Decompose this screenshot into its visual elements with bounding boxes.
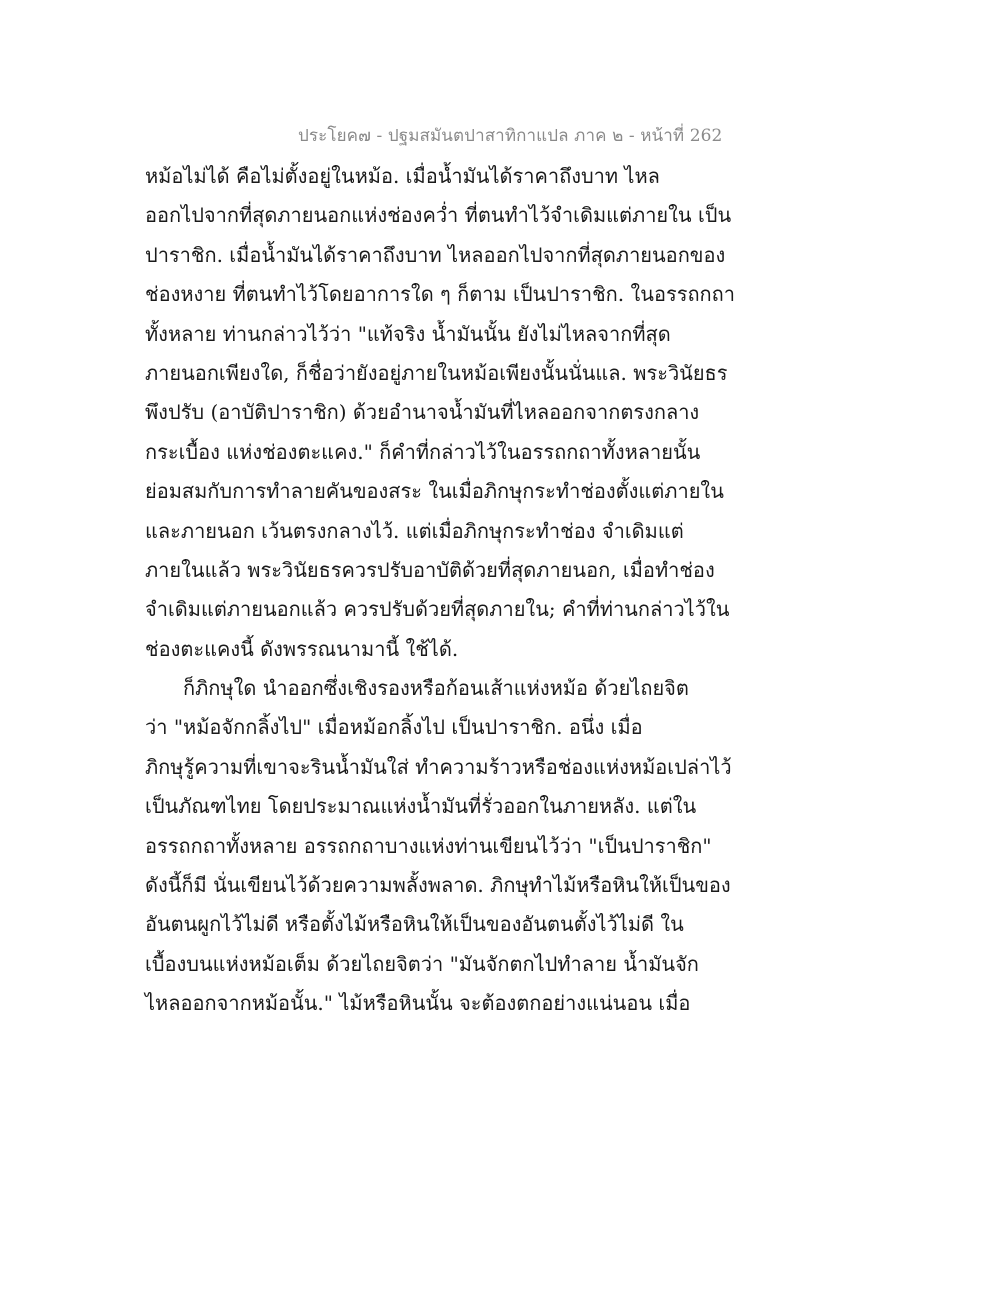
- text-line-first-indented: ก็ภิกษุใด นำออกซึ่งเชิงรองหรือก้อนเส้าแห่งหม้อ ด้วยไถยจิต: [183, 676, 689, 701]
- text-line: ภิกษุรู้ความที่เขาจะรินน้ำมันใส่ ทำความร้าวหรือช่องแห่งหม้อเปล่าไว้: [145, 754, 732, 779]
- body-text: [145, 157, 735, 1024]
- text-line: ออกไปจากที่สุดภายนอกแห่งช่องคว่ำ ที่ตนทำไว้จำเดิมแต่ภายใน เป็น: [145, 203, 732, 228]
- text-line: เป็นภัณฑไทย โดยประมาณแห่งน้ำมันที่รั่วออกในภายหลัง. แต่ใน: [145, 794, 697, 819]
- paragraph-1: [145, 157, 735, 669]
- text-line: อรรถกถาทั้งหลาย อรรถกถาบางแห่งท่านเขียนไว้ว่า "เป็นปาราชิก": [145, 833, 712, 858]
- text-line: ภายในแล้ว พระวินัยธรควรปรับอาบัติด้วยที่สุดภายนอก, เมื่อทำช่อง: [145, 557, 715, 582]
- text-line: ช่องตะแคงนี้ ดังพรรณนามานี้ ใช้ได้.: [145, 636, 459, 661]
- text-line: ปาราชิก. เมื่อน้ำมันได้ราคาถึงบาท ไหลออกไปจากที่สุดภายนอกของ: [145, 242, 726, 267]
- text-line: ย่อมสมกับการทำลายคันของสระ ในเมื่อภิกษุกระทำช่องตั้งแต่ภายใน: [145, 479, 724, 504]
- text-line: เบื้องบนแห่งหม้อเต็ม ด้วยไถยจิตว่า "มันจักตกไปทำลาย น้ำมันจัก: [145, 951, 699, 976]
- text-line: ทั้งหลาย ท่านกล่าวไว้ว่า "แท้จริง น้ำมันนั้น ยังไม่ไหลจากที่สุด: [145, 321, 671, 346]
- paragraph-2: [145, 669, 732, 1024]
- text-line: หม้อไม่ได้ คือไม่ตั้งอยู่ในหม้อ. เมื่อน้ำมันได้ราคาถึงบาท ไหล: [145, 164, 660, 188]
- text-line: ช่องหงาย ที่ตนทำไว้โดยอาการใด ๆ ก็ตาม เป็นปาราชิก. ในอรรถกถา: [145, 282, 735, 307]
- text-line: กระเบื้อง แห่งช่องตะแคง." ก็คำที่กล่าวไว้ในอรรถกถาทั้งหลายนั้น: [145, 439, 701, 464]
- text-line: พึงปรับ (อาบัติปาราชิก) ด้วยอำนาจน้ำมันที่ไหลออกจากตรงกลาง: [145, 400, 700, 425]
- text-line: และภายนอก เว้นตรงกลางไว้. แต่เมื่อภิกษุกระทำช่อง จำเดิมแต่: [145, 518, 684, 543]
- text-line: ภายนอกเพียงใด, ก็ชื่อว่ายังอยู่ภายในหม้อเพียงนั้นนั่นแล. พระวินัยธร: [145, 360, 728, 385]
- text-line: อันตนผูกไว้ไม่ดี หรือตั้งไม้หรือหินให้เป็นของอันตนตั้งไว้ไม่ดี ใน: [145, 912, 684, 937]
- running-header: ประโยค๗ - ปฐมสมันตปาสาทิกาแปล ภาค ๒ - หน้าที่ 262: [298, 126, 723, 146]
- text-line: ไหลออกจากหม้อนั้น." ไม้หรือหินนั้น จะต้องตกอย่างแน่นอน เมื่อ: [145, 991, 691, 1016]
- text-line: ดังนี้ก็มี นั่นเขียนไว้ด้วยความพลั้งพลาด. ภิกษุทำไม้หรือหินให้เป็นของ: [145, 873, 731, 898]
- text-line: จำเดิมแต่ภายนอกแล้ว ควรปรับด้วยที่สุดภายใน; คำที่ท่านกล่าวไว้ใน: [145, 597, 730, 622]
- text-line: ว่า "หม้อจักกลิ้งไป" เมื่อหม้อกลิ้งไป เป็นปาราชิก. อนึ่ง เมื่อ: [145, 715, 643, 740]
